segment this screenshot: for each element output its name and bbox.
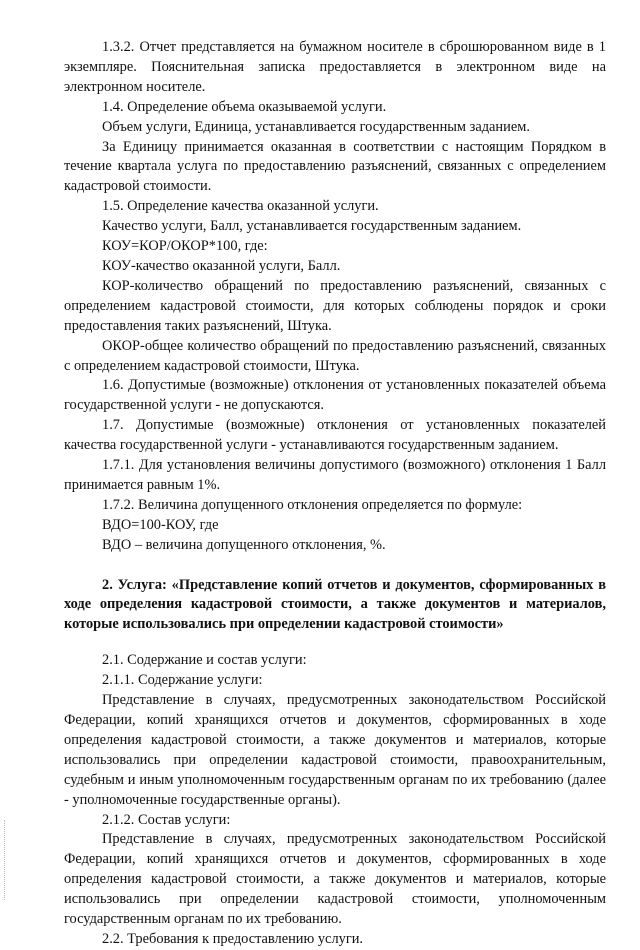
paragraph-1-7-2: 1.7.2. Величина допущенного отклонения определяется по формуле: (102, 496, 523, 513)
paragraph-2-1-1: 2.1.1. Содержание услуги: (102, 672, 263, 689)
paragraph-1-6: 1.6. Допустимые (возможные) отклонения от установленных показателей объема государственной услуги - не допускаются. (64, 377, 606, 414)
spacer (64, 635, 606, 651)
paragraph-composition: Представление в случаях, предусмотренных законодательством Российской Федерации, копий хранящихся отчетов и документов, сформированных в ходе определения кадастровой стоимости, а также документов и материалов, которые использовались при определении кадастровой стоимости, уполномоченным государственным органам по их требованию. (64, 831, 606, 928)
paragraph-volume: Объем услуги, Единица, устанавливается государственным заданием. (102, 118, 530, 135)
paragraph-2-1-2: 2.1.2. Состав услуги: (102, 811, 231, 828)
definition-kor: КОР-количество обращений по предоставлению разъяснений, связанных с определением кадастровой стоимости, для которых соблюдены порядок и сроки предоставления таких разъяснений, Штука. (64, 277, 606, 334)
paragraph-1-7: 1.7. Допустимые (возможные) отклонения от установленных показателей качества государственной услуги - устанавливаются государственным заданием. (64, 417, 606, 454)
paragraph-quality: Качество услуги, Балл, устанавливается государственным заданием. (102, 218, 522, 235)
paragraph-1-5: 1.5. Определение качества оказанной услуги. (102, 198, 379, 215)
definition-okor: ОКОР-общее количество обращений по предоставлению разъяснений, связанных с определением кадастровой стоимости, Штука. (64, 337, 606, 374)
section-2-body (64, 651, 606, 950)
paragraph-1-3-2: 1.3.2. Отчет представляется на бумажном носителе в сброшюрованном виде в 1 экземпляре. Пояснительная записка предоставляется в электронном виде на электронном носителе. (64, 39, 606, 95)
paragraph-content: Представление в случаях, предусмотренных законодательством Российской Федерации, копий хранящихся отчетов и документов, сформированных в ходе определения кадастровой стоимости, а также документов и материалов, которые использовались при определении кадастровой стоимости, правоохранительным, судебным и иным уполномоченным государственным органам по их требованию (далее - уполномоченные государственные органы). (64, 692, 606, 808)
formula-vdo: ВДО=100-КОУ, где (102, 516, 219, 533)
scan-edge-marks (4, 820, 6, 900)
definition-kou: КОУ-качество оказанной услуги, Балл. (102, 257, 341, 274)
paragraph-2-1: 2.1. Содержание и состав услуги: (102, 652, 307, 669)
paragraph-2-2: 2.2. Требования к предоставлению услуги. (102, 930, 364, 947)
paragraph-1-7-1: 1.7.1. Для установления величины допустимого (возможного) отклонения 1 Балл принимается равным 1%. (64, 457, 606, 493)
formula-kou: КОУ=КОР/ОКОР*100, где: (102, 238, 268, 255)
section-2-heading: 2. Услуга: «Представление копий отчетов и документов, сформированных в ходе определения кадастровой стоимости, а также документов и материалов, которые использовались при определении кадастровой стоимости» (64, 576, 606, 633)
section-1-continued (64, 38, 606, 556)
spacer (64, 556, 606, 576)
paragraph-unit: За Единицу принимается оказанная в соответствии с настоящим Порядком в течение квартала услуга по предоставлению разъяснений, связанных с определением кадастровой стоимости. (64, 138, 606, 195)
definition-vdo: ВДО – величина допущенного отклонения, %. (102, 536, 386, 553)
paragraph-1-4: 1.4. Определение объема оказываемой услуги. (102, 98, 387, 115)
document-page (64, 38, 606, 950)
